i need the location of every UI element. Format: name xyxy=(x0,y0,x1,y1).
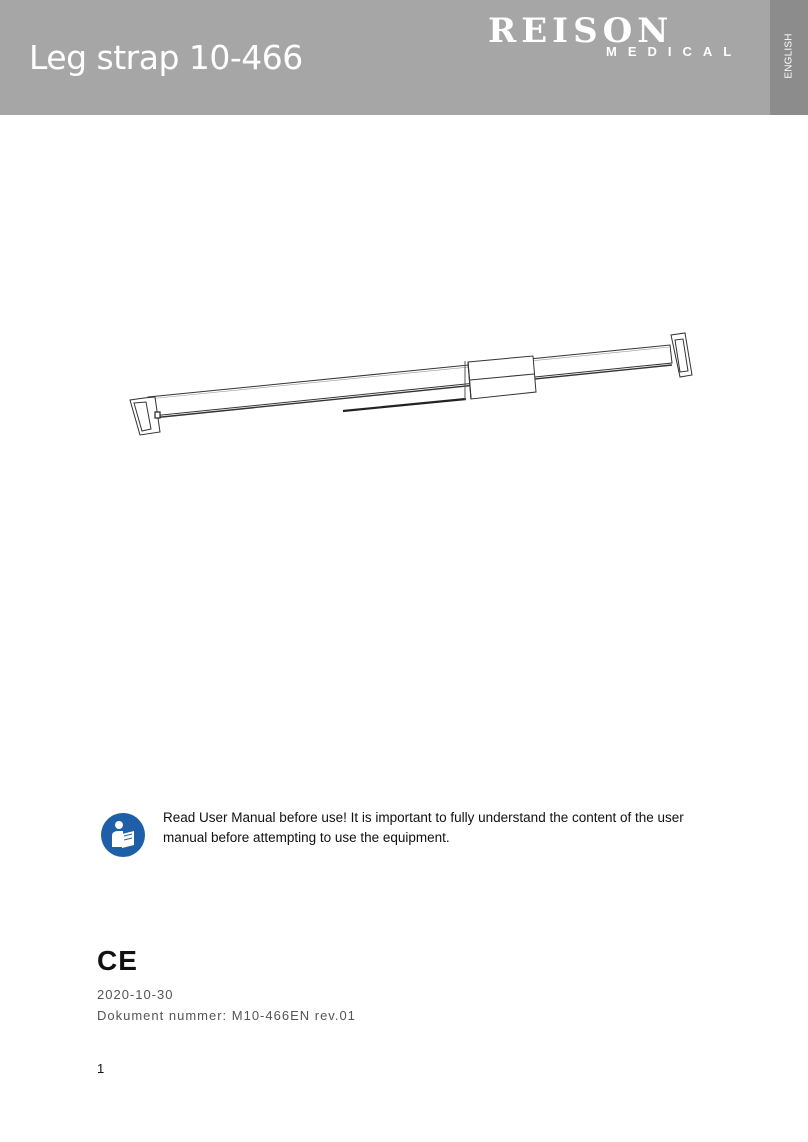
read-manual-icon xyxy=(100,812,146,858)
logo-sub-text: MEDICAL xyxy=(606,44,743,59)
ce-mark: CE xyxy=(97,945,138,976)
notice-text: Read User Manual before use! It is important to fully understand the content of the user manual before attempting to use the equipment. xyxy=(163,810,684,845)
brand-logo xyxy=(488,11,760,59)
page-number: 1 xyxy=(97,1061,105,1076)
document-number: Dokument nummer: M10-466EN rev.01 xyxy=(97,1008,356,1023)
leg-strap-illustration xyxy=(100,320,700,450)
logo-brand-text: REISON xyxy=(488,11,674,51)
page-header xyxy=(0,0,770,115)
document-date: 2020-10-30 xyxy=(97,987,174,1002)
language-label: ENGLISH xyxy=(783,33,795,79)
page-title: Leg strap 10-466 xyxy=(29,38,303,77)
